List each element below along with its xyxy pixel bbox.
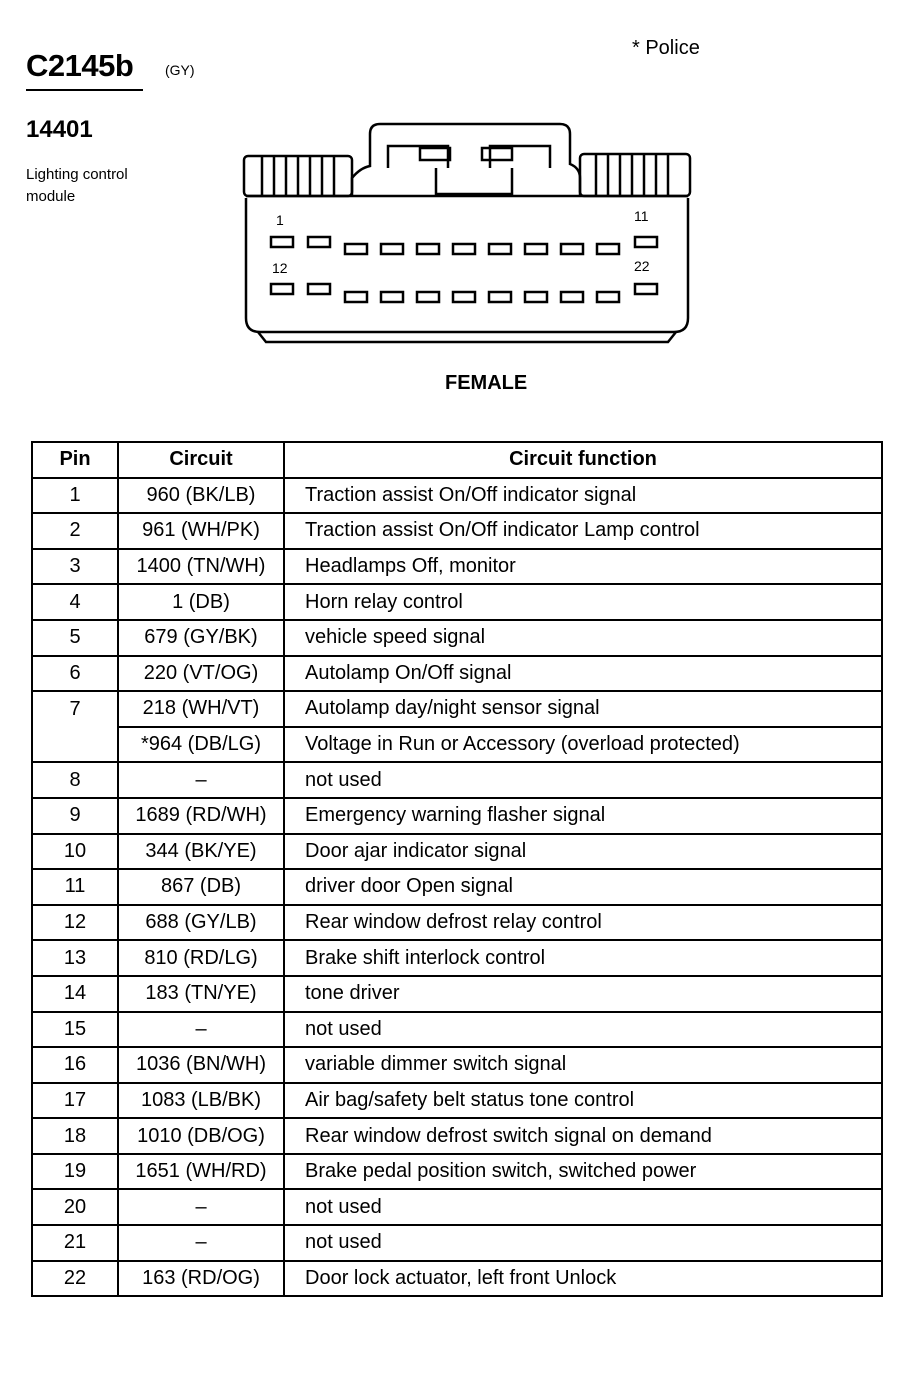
pin-number: 4 xyxy=(32,584,118,620)
function-cell: not used xyxy=(284,1225,882,1261)
pin-number: 22 xyxy=(32,1261,118,1297)
cavity-pin-17 xyxy=(453,292,475,302)
pin-number: 9 xyxy=(32,798,118,834)
table-row xyxy=(32,1047,882,1083)
circuit-cell: 218 (WH/VT) xyxy=(118,691,284,727)
cavity-pin-16 xyxy=(417,292,439,302)
cavity-pin-12 xyxy=(271,284,293,294)
cavity-pin-19 xyxy=(525,292,547,302)
table-row xyxy=(32,727,882,763)
function-cell: Traction assist On/Off indicator signal xyxy=(284,478,882,514)
function-cell: Door ajar indicator signal xyxy=(284,834,882,870)
circuit-cell: 679 (GY/BK) xyxy=(118,620,284,656)
circuit-cell: 867 (DB) xyxy=(118,869,284,905)
function-cell: Brake pedal position switch, switched power xyxy=(284,1154,882,1190)
pin-number: 10 xyxy=(32,834,118,870)
circuit-cell: – xyxy=(118,1189,284,1225)
circuit-cell: 960 (BK/LB) xyxy=(118,478,284,514)
table-row xyxy=(32,1154,882,1190)
function-cell: variable dimmer switch signal xyxy=(284,1047,882,1083)
circuit-cell: 183 (TN/YE) xyxy=(118,976,284,1012)
pin-label-12: 12 xyxy=(272,260,288,276)
cavity-pin-2 xyxy=(308,237,330,247)
police-footnote: * Police xyxy=(632,37,700,59)
pin-number: 8 xyxy=(32,762,118,798)
column-header-function: Circuit function xyxy=(284,442,882,478)
cavity-pin-14 xyxy=(345,292,367,302)
part-number: 14401 xyxy=(26,116,93,143)
function-cell: not used xyxy=(284,1189,882,1225)
table-row xyxy=(32,656,882,692)
pin-number: 17 xyxy=(32,1083,118,1119)
pin-number: 18 xyxy=(32,1118,118,1154)
function-cell: Emergency warning flasher signal xyxy=(284,798,882,834)
connector-face-diagram xyxy=(230,118,700,348)
pin-number: 14 xyxy=(32,976,118,1012)
table-row xyxy=(32,513,882,549)
circuit-cell: 1400 (TN/WH) xyxy=(118,549,284,585)
table-row xyxy=(32,1012,882,1048)
cavity-pin-20 xyxy=(561,292,583,302)
cavity-pin-3 xyxy=(345,244,367,254)
function-cell: Voltage in Run or Accessory (overload protected) xyxy=(284,727,882,763)
table-row xyxy=(32,1118,882,1154)
table-row xyxy=(32,905,882,941)
circuit-cell: 688 (GY/LB) xyxy=(118,905,284,941)
function-cell: Traction assist On/Off indicator Lamp control xyxy=(284,513,882,549)
table-row xyxy=(32,1189,882,1225)
pin-number: 3 xyxy=(32,549,118,585)
table-row xyxy=(32,798,882,834)
pinout-table xyxy=(31,441,883,1297)
function-cell: vehicle speed signal xyxy=(284,620,882,656)
pin-number: 15 xyxy=(32,1012,118,1048)
function-cell: Door lock actuator, left front Unlock xyxy=(284,1261,882,1297)
pin-number: 16 xyxy=(32,1047,118,1083)
circuit-cell: 810 (RD/LG) xyxy=(118,940,284,976)
cavity-pin-1 xyxy=(271,237,293,247)
pin-number: 6 xyxy=(32,656,118,692)
table-row xyxy=(32,620,882,656)
column-header-pin: Pin xyxy=(32,442,118,478)
cavity-pin-11 xyxy=(635,237,657,247)
cavity-pin-21 xyxy=(597,292,619,302)
pin-number: 13 xyxy=(32,940,118,976)
pin-label-22: 22 xyxy=(634,258,650,274)
function-cell: Air bag/safety belt status tone control xyxy=(284,1083,882,1119)
circuit-cell: 1 (DB) xyxy=(118,584,284,620)
function-cell: driver door Open signal xyxy=(284,869,882,905)
cavity-pin-6 xyxy=(453,244,475,254)
function-cell: not used xyxy=(284,762,882,798)
circuit-cell: 1651 (WH/RD) xyxy=(118,1154,284,1190)
table-row xyxy=(32,1225,882,1261)
table-row xyxy=(32,940,882,976)
connector-code: C2145b xyxy=(26,48,134,83)
cavity-pin-7 xyxy=(489,244,511,254)
function-cell: Headlamps Off, monitor xyxy=(284,549,882,585)
function-cell: Rear window defrost switch signal on demand xyxy=(284,1118,882,1154)
connector-color: (GY) xyxy=(165,62,195,78)
table-row xyxy=(32,869,882,905)
pin-label-1: 1 xyxy=(276,212,284,228)
circuit-cell: – xyxy=(118,762,284,798)
cavity-pin-15 xyxy=(381,292,403,302)
table-row xyxy=(32,1261,882,1297)
circuit-cell: 1036 (BN/WH) xyxy=(118,1047,284,1083)
pin-number: 1 xyxy=(32,478,118,514)
table-row xyxy=(32,691,882,727)
table-row xyxy=(32,584,882,620)
cavity-pin-9 xyxy=(561,244,583,254)
cavity-pin-5 xyxy=(417,244,439,254)
function-cell: Brake shift interlock control xyxy=(284,940,882,976)
cavity-pin-4 xyxy=(381,244,403,254)
table-row xyxy=(32,549,882,585)
function-cell: Horn relay control xyxy=(284,584,882,620)
circuit-cell: – xyxy=(118,1225,284,1261)
connector-body-outline xyxy=(246,198,688,332)
circuit-cell: 961 (WH/PK) xyxy=(118,513,284,549)
cavity-pin-8 xyxy=(525,244,547,254)
circuit-cell: 1010 (DB/OG) xyxy=(118,1118,284,1154)
table-row xyxy=(32,1083,882,1119)
module-name: Lighting control module xyxy=(26,166,128,205)
table-row xyxy=(32,478,882,514)
pin-number: 12 xyxy=(32,905,118,941)
circuit-cell: *964 (DB/LG) xyxy=(118,727,284,763)
circuit-cell: 1689 (RD/WH) xyxy=(118,798,284,834)
lock-tab xyxy=(352,124,580,196)
function-cell: tone driver xyxy=(284,976,882,1012)
table-row xyxy=(32,976,882,1012)
pin-label-11: 11 xyxy=(634,208,649,224)
connector-gender-label: FEMALE xyxy=(445,372,528,394)
pin-number: 7 xyxy=(32,691,118,762)
connector-base xyxy=(258,332,676,342)
cavity-pin-18 xyxy=(489,292,511,302)
function-cell: Rear window defrost relay control xyxy=(284,905,882,941)
pin-number: 20 xyxy=(32,1189,118,1225)
circuit-cell: 344 (BK/YE) xyxy=(118,834,284,870)
pin-number: 21 xyxy=(32,1225,118,1261)
circuit-cell: 1083 (LB/BK) xyxy=(118,1083,284,1119)
column-header-circuit: Circuit xyxy=(118,442,284,478)
pin-number: 2 xyxy=(32,513,118,549)
table-header-row xyxy=(32,442,882,478)
pin-number: 11 xyxy=(32,869,118,905)
cavity-pin-13 xyxy=(308,284,330,294)
table-row xyxy=(32,834,882,870)
function-cell: Autolamp On/Off signal xyxy=(284,656,882,692)
function-cell: not used xyxy=(284,1012,882,1048)
circuit-cell: – xyxy=(118,1012,284,1048)
pin-number: 19 xyxy=(32,1154,118,1190)
cavity-pin-22 xyxy=(635,284,657,294)
circuit-cell: 163 (RD/OG) xyxy=(118,1261,284,1297)
cavity-pin-10 xyxy=(597,244,619,254)
function-cell: Autolamp day/night sensor signal xyxy=(284,691,882,727)
pin-number: 5 xyxy=(32,620,118,656)
connector-code-underline xyxy=(26,89,143,91)
table-row xyxy=(32,762,882,798)
circuit-cell: 220 (VT/OG) xyxy=(118,656,284,692)
